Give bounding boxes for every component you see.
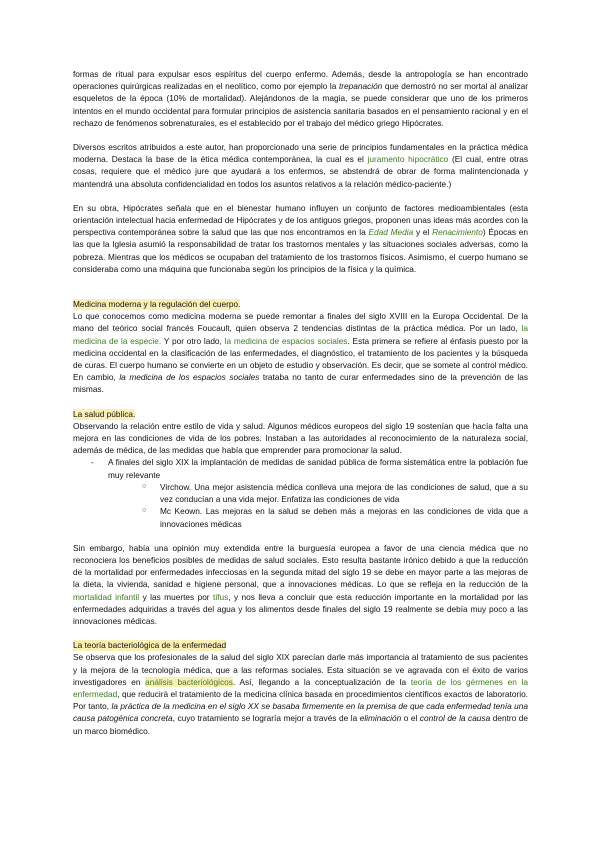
paragraph-ritual: formas de ritual para expulsar esos espíritus del cuerpo enfermo. Además, desde la antropología se han encontrado operaciones quirúrgicas realizadas en el neolítico, como por ejemplo la trepanación que demostró no ser mortal al analizar esqueletos de la época (10% de mortalidad). Alejándonos de la magia, se puede considerar que uno de los primeros intentos en el mundo occidental para formular principios de asistencia sanitaria basados en el pensamiento racional y en el rechazo de fenómenos sobrenaturales, es el establecido por el trabajo del médico griego Hipócrates. xyxy=(73,69,529,128)
paragraph-obra: En su obra, Hipócrates señala que en el bienestar humano influyen un conjunto de factores medioambientales (esta orientación intelectual hacia enfermedad de Hipócrates y de los antiguos griegos, proponen unas ideas más acordes con la perspectiva contemporánea sobre la salud que las que nos encontramos en la Edad Media y el Renacimiento) Épocas en las que la Iglesia asumió la responsabilidad de tratar los trastornos mentales y las situaciones sociales adversas, como la pobreza. Mientras que los médicos se ocupaban del tratamiento de los trastornos físicos. Asimismo, el cuerpo humano se consideraba como una máquina que funcionaba según los principios de la física y la química. xyxy=(73,202,528,274)
list-item-virchow: ○ Virchow. Una mejor asistencia médica conlleva una mejora de las condiciones de salud, que a su vez conducían a una vida mejor. Enfatiza las condiciones de vida xyxy=(142,481,528,505)
section-heading-teoria-bacteriologica: La teoría bacteriológica de la enfermedad xyxy=(73,640,227,651)
bullet-list xyxy=(73,456,528,529)
paragraph-medicina-moderna: Lo que conocemos como medicina moderna se puede remontar a finales del siglo XVIII en la Europa Occidental. De la mano del teórico social francés Foucault, quien observa 2 tendencias distintas de la práctica médica. Por un lado, la medicina de la especie. Y por otro lado, la medicina de espacios sociales. Esta primera se refiere al énfasis puesto por la medicina occidental en la clasificación de las enfermedades, el diagnóstico, el tratamiento de los pacientes y la búsqueda de curas. El cuerpo humano se convierte en un objeto de estudio y observación. Es decir, que se somete al control médico. En cambio, la medicina de los espacios sociales trataba no tanto de curar enfermedades sino de la prevención de las mismas. xyxy=(73,311,528,395)
link-juramento: juramento hipocrático xyxy=(367,154,449,165)
section-heading-medicina-moderna: Medicina moderna y la regulación del cuerpo. xyxy=(73,299,241,310)
document-page xyxy=(73,68,528,737)
section-heading-salud-publica: La salud pública. xyxy=(73,408,136,419)
paragraph-salud-publica: Observando la relación entre estilo de vida y salud. Algunos médicos europeos del siglo 19 sostenían que hacía falta una mejora en las condiciones de vida de los pobres. Instaban a las autoridades al reconocimiento de la naturaleza social, además de médica, de las medidas que había que emprender para promocionar la salud. xyxy=(73,420,528,456)
sub-list xyxy=(108,481,528,530)
paragraph-burguesia: Sin embargo, había una opinión muy extendida entre la burguesía europea a favor de una ciencia médica que no reconociera los beneficios posibles de medidas de salud sociales. Esto resulta bastante irónico debido a que la reducción de la mortalidad por enfermedades infecciosas en la segunda mitad del siglo 19 se debe en mayor parte a las mejoras de la dieta, la vivienda, sanidad e higiene personal, que a innovaciones médicas. Lo que se refleja en la reducción de la mortalidad infantil y las muertes por tifus, y nos lleva a concluir que esta reducción importante en la mortalidad por las enfermedades adquiridas a través del agua y los alimentos desde finales del siglo 19 realmente se debía muy poco a las innovaciones médicas. xyxy=(73,542,529,626)
list-item-mckeown: ○ Mc Keown. Las mejoras en la salud se deben más a mejoras en las condiciones de vida que a innovaciones médicas xyxy=(142,505,528,529)
paragraph-hippocrates: Diversos escritos atribuidos a este autor, han proporcionado una serie de principios fundamentales en la práctica médica moderna. Destaca la base de la ética médica contemporánea, la cual es el juramento hipocrático (El cual, entre otras cosas, requiere que el médico jure que ayudará a los enfermos, se abstendrá de obrar de forma malintencionada y mantendrá una absoluta confidencialidad en todos los asuntos relativos a la relación médico-paciente.) xyxy=(73,142,528,189)
paragraph-teoria-bacteriologica: Se observa que los profesionales de la salud del siglo XIX parecían darle más importancia al tratamiento de sus pacientes y la mejora de la tecnología médica, que a las reformas sociales. Esta situación se ve agravada con el éxito de varios investigadores en análisis bacteriológicos. Así, llegando a la conceptualización de la teoría de los gérmenes en la enfermedad, que reducirá el tratamiento de la medicina clínica basada en procedimientos científicos exactos de laboratorio. Por tanto, la práctica de la medicina en el siglo XX se basaba firmemente en la premisa de que cada enfermedad tenía una causa patogénica concreta, cuyo tratamiento se lograría mejor a través de la eliminación o el control de la causa dentro de un marco biomédico. xyxy=(73,652,529,736)
list-item: - A finales del siglo XIX la implantación de medidas de sanidad pública de forma sistemática entre la población fue muy relevante ○ Virchow. Una mejor asistencia médica conlleva una mejora de las condiciones de salud, que a su vez conducían a una vida mejor. Enfatiza las condiciones de vida ○ Mc Keown. Las mejoras en la salud se deben más a mejoras en las condiciones de vida que a innovaciones médicas xyxy=(91,456,528,529)
